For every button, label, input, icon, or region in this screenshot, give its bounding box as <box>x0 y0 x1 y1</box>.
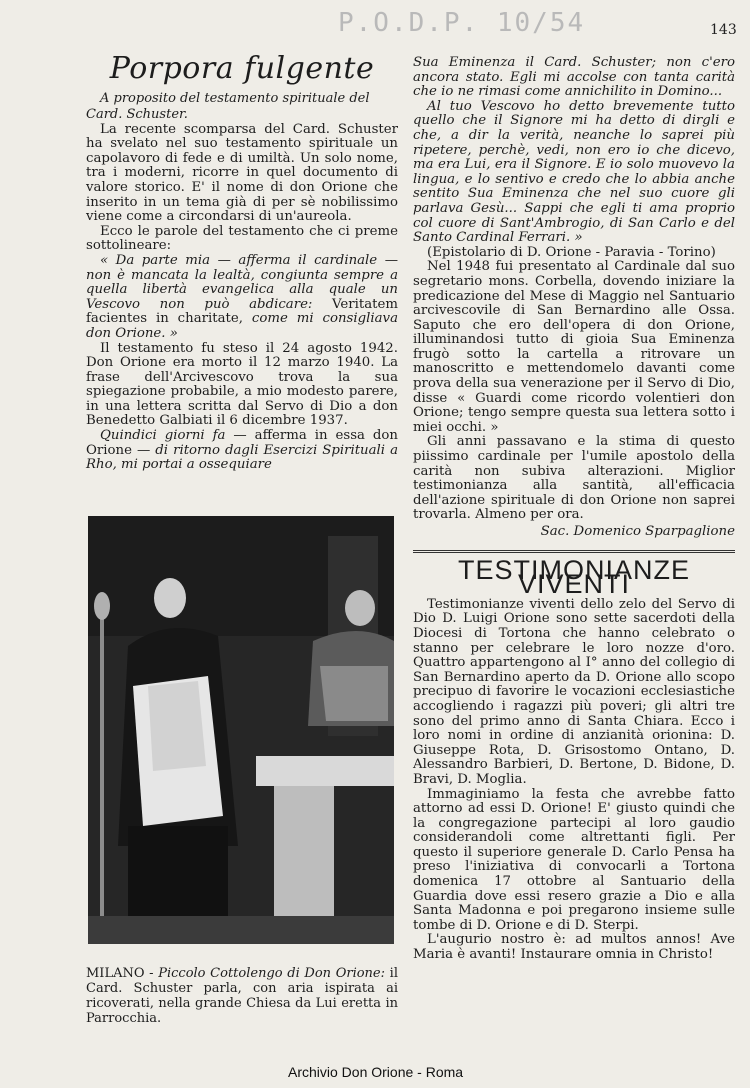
testament-quote <box>86 254 398 342</box>
paragraph: (Epistolario di D. Orione - Paravia - Torino) <box>427 244 716 260</box>
paragraph: Immaginiamo la festa che avrebbe fatto attorno ad essi D. Orione! E' giusto quindi che la congregazione partecipi al loro gaudio considerandoli come altrettanti figli. Per questo il superiore generale D. Carlo Pensa ha preso l'iniziativa di convocarli a Tortona domenica 17 ottobre al Santuario della Guardia dove essi resero grazie a Dio e alla Santa Madonna e poi pregarono insieme sulle tombe di D. Orione e di D. Sterpi. <box>413 786 735 933</box>
paragraph: Ecco le parole del testamento che ci preme sottolineare: <box>86 223 398 254</box>
paragraph: L'augurio nostro è: ad multos annos! Ave Maria è avanti! Instaurare omnia in Christo! <box>413 932 735 963</box>
section-title: TESTIMONIANZE VIVENTI <box>457 554 690 600</box>
archive-footer: Archivio Don Orione - Roma <box>288 1064 464 1080</box>
quote-part: — afferma in essa don Orione — <box>86 428 398 458</box>
paragraph: Il testamento fu steso il 24 agosto 1942. Don Orione era morto il 12 marzo 1940. La frase dell'Arcivescovo trova la sua spiegazione probabile, a mio modesto parere, in una lettera scritta dal Servo di Dio a don Benedetto Galbiati il 6 dicembre 1937. <box>86 340 398 429</box>
right-column <box>413 56 735 963</box>
photo-cardinal-schuster <box>88 516 394 944</box>
paragraph: Nel 1948 fui presentato al Cardinale dal suo segretario mons. Corbella, dovendo iniziare la predicazione del Mese di Maggio nel Santuario arcivescovile di San Bernardino alle Ossa. Saputo che ero dell'opera di don Orione, illuminandosi tutto di gioia Sua Eminenza frugò sotto la cartella a ritrovare un manoscritto e mettendomelo davanti come prova della sua venerazione per il Servo di Dio, disse « Guardi come ricordo volentieri don Orione; tengo sempre questa sua lettera sotto i miei occhi. » <box>413 259 735 435</box>
section-divider <box>413 550 735 553</box>
caption-title: Piccolo Cottolengo di Don Orione: <box>158 966 385 981</box>
caption-text: il Card. Schuster parla, con aria ispirata ai ricoverati, nella grande Chiesa da Lui eretta in Parrocchia. <box>86 966 398 1026</box>
photo-illustration <box>88 516 394 944</box>
quote-part: di ritorno dagli Esercizi Spirituali a Rho, mi portai a ossequiare <box>86 442 398 473</box>
quote-part: Quindici giorni fa <box>100 428 226 444</box>
letter-quote: Al tuo Vescovo ho detto brevemente tutto quello che il Signore mi ha detto di dirgli e che, a dir la verità, neanche lo saprei più ripetere, perchè, vedi, non ero io che dicevo, ma era Lui, era il Signore. E io solo muovevo la lingua, e lo sentivo e credo che lo abbia anche sentito Sua Eminenza che nel suo cuore gli parlava Gesù... Sappi che egli ti ama proprio col cuore di Sant'Ambrogio, di San Carlo e del Santo Cardinal Ferrari. » <box>413 98 735 246</box>
quote-part: come mi consigliava don Orione. » <box>86 311 399 341</box>
paragraph: La recente scomparsa del Card. Schuster ha svelato nel suo testamento spirituale un capolavoro di fede e di umiltà. Un solo nome, tra i moderni, ricorre in quel documento di valore storico. E' il nome di don Orione che inserito in un tema già di per sè nobilissimo viene come a circondarsi di un'aureola. <box>86 121 398 225</box>
letter-quote: Sua Eminenza il Card. Schuster; non c'ero ancora stato. Egli mi accolse con tanta carità che io ne rimasi come annichilito in Domino... <box>413 55 735 100</box>
caption-place: MILANO <box>86 966 145 981</box>
quote-part: « Da parte mia — afferma il cardinale — non è mancata la lealtà, congiunta sempre a quella libertà evangelica alla quale un Vescovo non può abdicare: <box>86 252 398 312</box>
article-title: Porpora fulgente <box>109 51 375 86</box>
author-signature: Sac. Domenico Sparpaglione <box>540 524 735 539</box>
left-column <box>86 51 399 473</box>
page-number: 143 <box>710 22 737 38</box>
paragraph: Gli anni passavano e la stima di questo piissimo cardinale per l'umile apostolo della carità non subiva alterazioni. Miglior testimonianza alla santità, all'efficacia dell'azione spirituale di don Orione non saprei trovarla. Almeno per ora. <box>413 434 735 523</box>
paragraph: Testimonianze viventi dello zelo del Servo di Dio D. Luigi Orione sono sette sacerdoti della Diocesi di Tortona che hanno celebrato o stanno per celebrare le loro nozze d'oro. Quattro appartengono al I° anno del collegio di San Bernardino aperto da D. Orione allo scopo precipuo di favorire le vocazioni ecclesiastiche accogliendo i ragazzi più poveri; gli altri tre sono del primo anno di Santa Chiara. Ecco i loro nomi in ordine di anzianità orionina: D. Giuseppe Rota, D. Grisostomo Ontano, D. Alessandro Barbieri, D. Bertone, D. Bidone, D. Bravi, D. Moglia. <box>413 596 735 787</box>
archive-stamp: P.O.D.P. 10/54 <box>338 8 586 38</box>
quote-latin: Veritatem facientes in charitate, <box>86 296 398 327</box>
article-subtitle: A proposito del testamento spirituale del Card. Schuster. <box>86 90 370 122</box>
letter-quote <box>86 429 398 473</box>
photo-caption: MILANO - Piccolo Cottolengo di Don Orione: il Card. Schuster parla, con aria ispirata ai ricoverati, nella grande Chiesa da Lui eretta in Parrocchia. <box>86 966 398 1026</box>
